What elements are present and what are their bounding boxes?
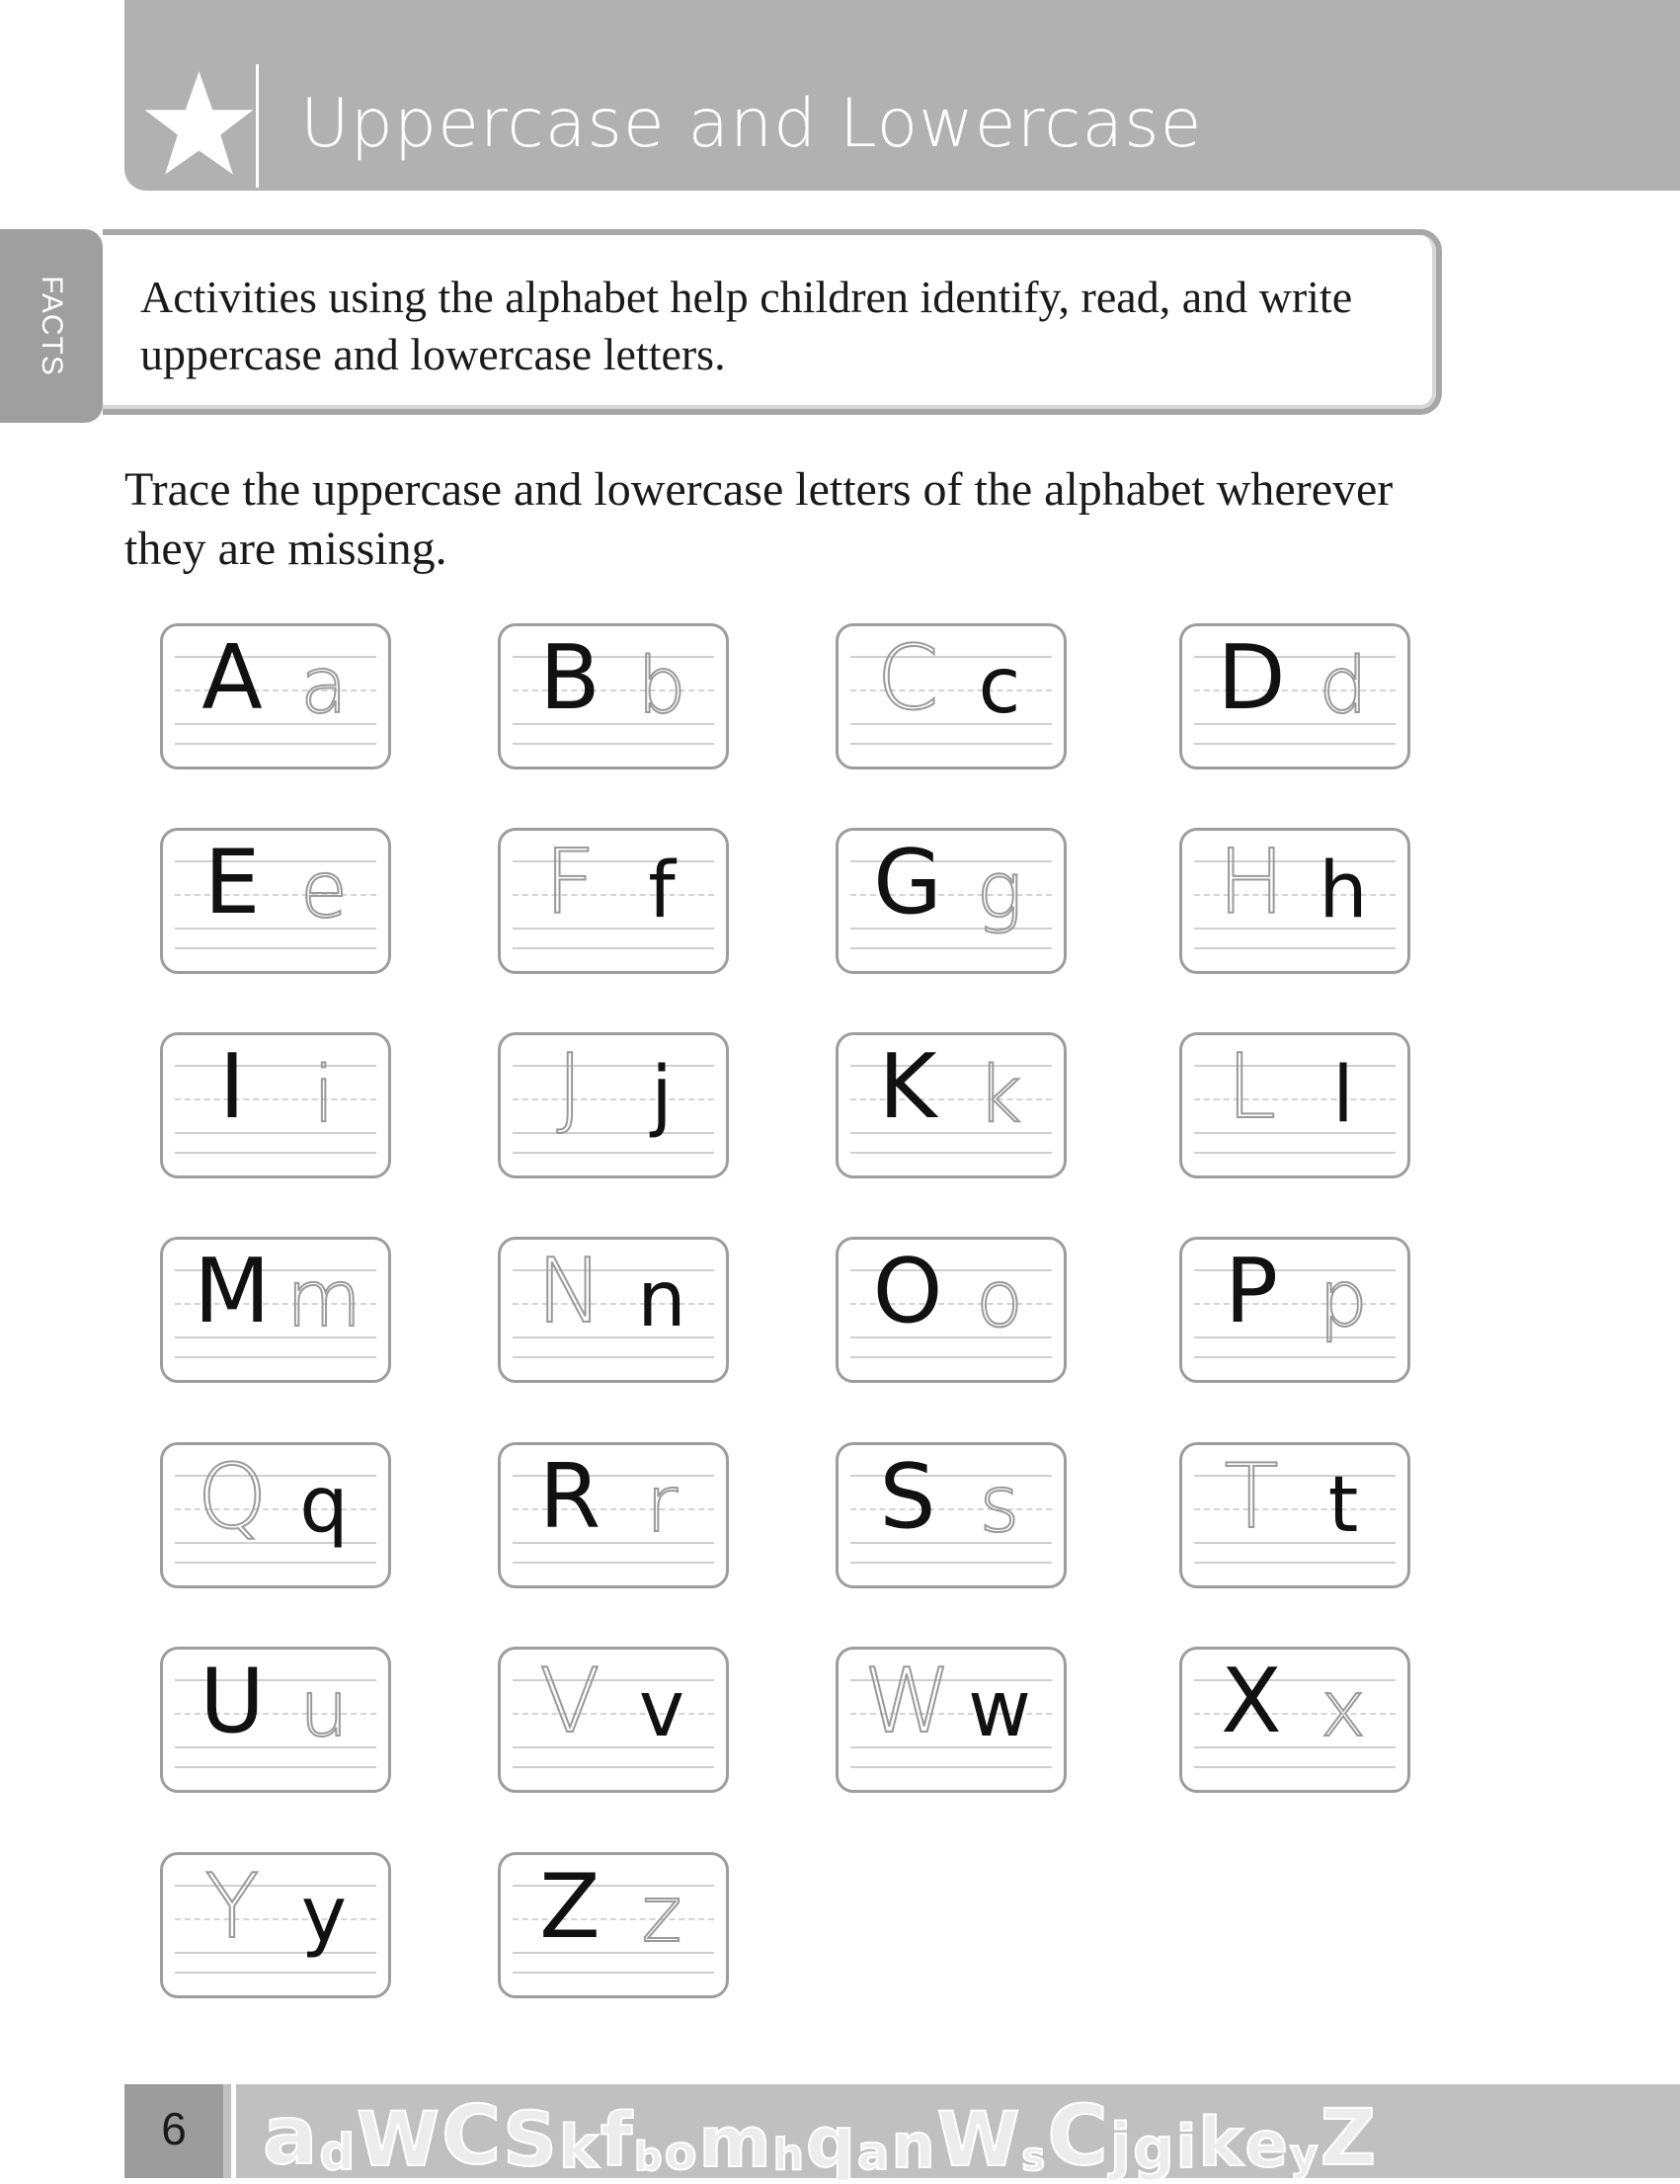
letter-card-q [160, 1442, 391, 1588]
lowercase-letter: w [968, 1665, 1031, 1754]
writing-guide-line [175, 1356, 376, 1358]
lowercase-trace-letter: p [1319, 1255, 1368, 1344]
uppercase-trace-letter: Q [197, 1445, 268, 1549]
writing-guide-line [175, 743, 376, 745]
lowercase-trace-letter: g [976, 847, 1023, 935]
footer-letter: m [698, 2102, 771, 2183]
footer-letter: q [805, 2102, 856, 2183]
facts-text: Activities using the alphabet help children identify, read, and write uppercase and lowercase letters. [140, 272, 1353, 379]
uppercase-trace-letter: H [1218, 831, 1285, 934]
uppercase-trace-letter: L [1226, 1035, 1277, 1139]
instructions: Trace the uppercase and lowercase letters of the alphabet wherever they are missing. [124, 463, 1394, 575]
writing-guide-line [513, 1356, 714, 1358]
footer-letter: e [1244, 2109, 1288, 2182]
letter-card-r [498, 1442, 729, 1588]
writing-guide-line [850, 1356, 1052, 1358]
uppercase-letter: E [203, 831, 261, 934]
footer-letter: W [936, 2095, 1020, 2183]
footer-letter: C [1047, 2087, 1108, 2184]
uppercase-trace-letter: Y [204, 1855, 260, 1959]
letter-card-b [498, 623, 729, 769]
writing-guide-line [850, 1152, 1052, 1154]
letter-card-e [160, 828, 391, 974]
lowercase-trace-letter: o [976, 1255, 1023, 1344]
footer-letter: h [772, 2130, 804, 2180]
footer-letter: k [1198, 2104, 1243, 2182]
lowercase-trace-letter: u [299, 1665, 349, 1754]
letter-card-j [498, 1032, 729, 1178]
lowercase-letter: q [299, 1461, 349, 1550]
footer-letter: y [1289, 2130, 1319, 2180]
uppercase-letter: P [1224, 1240, 1279, 1343]
writing-guide-line [850, 743, 1052, 745]
writing-guide-line [513, 1152, 714, 1154]
star-icon [142, 69, 256, 178]
lowercase-letter: t [1327, 1461, 1359, 1550]
letter-card-s [836, 1442, 1067, 1588]
lowercase-trace-letter: s [979, 1461, 1020, 1550]
uppercase-letter: R [538, 1445, 601, 1549]
writing-guide-line [175, 1766, 376, 1768]
uppercase-letter: K [878, 1035, 937, 1139]
uppercase-letter: M [194, 1240, 271, 1343]
lowercase-trace-letter: d [1319, 642, 1368, 731]
lowercase-letter: c [978, 642, 1021, 731]
footer-letter: a [263, 2089, 318, 2183]
footer-letter: b [634, 2135, 663, 2180]
lowercase-trace-letter: i [313, 1051, 335, 1140]
footer-letter: d [319, 2124, 356, 2181]
letter-card-y [160, 1852, 391, 1998]
letter-card-u [160, 1647, 391, 1793]
uppercase-letter: I [218, 1035, 246, 1139]
letter-card-l [1179, 1032, 1410, 1178]
footer-divider [231, 2084, 236, 2178]
writing-guide-line [1194, 743, 1396, 745]
writing-guide-line [513, 947, 714, 949]
uppercase-trace-letter: N [536, 1240, 603, 1343]
lowercase-trace-letter: m [286, 1255, 361, 1344]
header-divider [256, 64, 259, 188]
lowercase-trace-letter: z [641, 1871, 682, 1960]
letter-card-h [1179, 828, 1410, 974]
uppercase-letter: B [539, 626, 600, 730]
page-number-box [124, 2084, 223, 2178]
facts-box [103, 229, 1442, 415]
lowercase-trace-letter: k [977, 1051, 1022, 1140]
lowercase-letter: v [638, 1665, 685, 1754]
lowercase-letter: f [648, 847, 676, 935]
lowercase-letter: l [1332, 1051, 1354, 1140]
footer-letter: S [503, 2095, 557, 2183]
footer-letter: a [857, 2126, 890, 2181]
uppercase-letter: D [1217, 626, 1286, 730]
footer-letter: f [600, 2098, 633, 2183]
writing-guide-line [1194, 1356, 1396, 1358]
letter-card-m [160, 1237, 391, 1383]
letter-card-d [1179, 623, 1410, 769]
footer-letter: o [664, 2126, 697, 2181]
writing-guide-line [850, 1562, 1052, 1564]
uppercase-letter: Z [539, 1855, 600, 1959]
letter-card-k [836, 1032, 1067, 1178]
lowercase-trace-letter: r [645, 1461, 679, 1550]
writing-guide-line [175, 947, 376, 949]
footer-decorative-letters [263, 2086, 1645, 2184]
page-number: 6 [161, 2103, 187, 2154]
lowercase-trace-letter: x [1320, 1665, 1367, 1754]
header-band [124, 0, 1680, 191]
footer-letter: j [1109, 2110, 1132, 2182]
uppercase-letter: O [872, 1240, 943, 1343]
writing-guide-line [175, 1972, 376, 1974]
writing-guide-line [513, 1972, 714, 1974]
footer-letter: s [1021, 2135, 1046, 2180]
writing-guide-line [175, 1562, 376, 1564]
letter-card-z [498, 1852, 729, 1998]
uppercase-letter: S [879, 1445, 936, 1549]
footer-letter: C [440, 2089, 502, 2183]
writing-guide-line [513, 1766, 714, 1768]
facts-tab [0, 229, 103, 423]
letter-card-n [498, 1237, 729, 1383]
footer-band [124, 2084, 1680, 2184]
page-title: Uppercase and Lowercase [300, 85, 1203, 163]
writing-guide-line [850, 947, 1052, 949]
uppercase-trace-letter: J [556, 1035, 584, 1139]
uppercase-letter: X [1221, 1650, 1282, 1753]
footer-letter: i [1175, 2113, 1197, 2182]
uppercase-trace-letter: T [1224, 1445, 1279, 1549]
facts-tab-label: FACTS [36, 276, 68, 376]
lowercase-letter: y [300, 1871, 348, 1960]
writing-guide-line [1194, 947, 1396, 949]
uppercase-trace-letter: V [539, 1650, 600, 1753]
footer-letter: W [357, 2095, 440, 2183]
writing-guide-line [1194, 1766, 1396, 1768]
letter-card-w [836, 1647, 1067, 1793]
letter-card-t [1179, 1442, 1410, 1588]
uppercase-letter: U [200, 1650, 265, 1753]
uppercase-letter: A [201, 626, 263, 730]
lowercase-letter: n [637, 1255, 686, 1344]
lowercase-trace-letter: b [637, 642, 686, 731]
writing-guide-line [513, 743, 714, 745]
uppercase-trace-letter: C [876, 626, 939, 730]
letter-card-x [1179, 1647, 1410, 1793]
letter-card-c [836, 623, 1067, 769]
writing-guide-line [1194, 1562, 1396, 1564]
uppercase-letter: G [873, 831, 942, 934]
lowercase-trace-letter: e [300, 847, 348, 935]
lowercase-letter: h [1319, 847, 1368, 935]
footer-letter: Z [1320, 2094, 1377, 2183]
writing-guide-line [513, 1562, 714, 1564]
lowercase-letter: j [651, 1051, 673, 1140]
letter-card-a [160, 623, 391, 769]
footer-letter: k [558, 2113, 599, 2182]
uppercase-trace-letter: F [544, 831, 596, 934]
letter-card-v [498, 1647, 729, 1793]
letter-card-p [1179, 1237, 1410, 1383]
writing-guide-line [175, 1152, 376, 1154]
letter-card-i [160, 1032, 391, 1178]
uppercase-trace-letter: W [863, 1650, 952, 1753]
footer-letter: g [1133, 2115, 1174, 2182]
lowercase-trace-letter: a [300, 642, 348, 731]
letter-card-g [836, 828, 1067, 974]
writing-guide-line [850, 1766, 1052, 1768]
footer-letter: n [891, 2110, 935, 2182]
letter-card-f [498, 828, 729, 974]
letter-card-o [836, 1237, 1067, 1383]
writing-guide-line [1194, 1152, 1396, 1154]
